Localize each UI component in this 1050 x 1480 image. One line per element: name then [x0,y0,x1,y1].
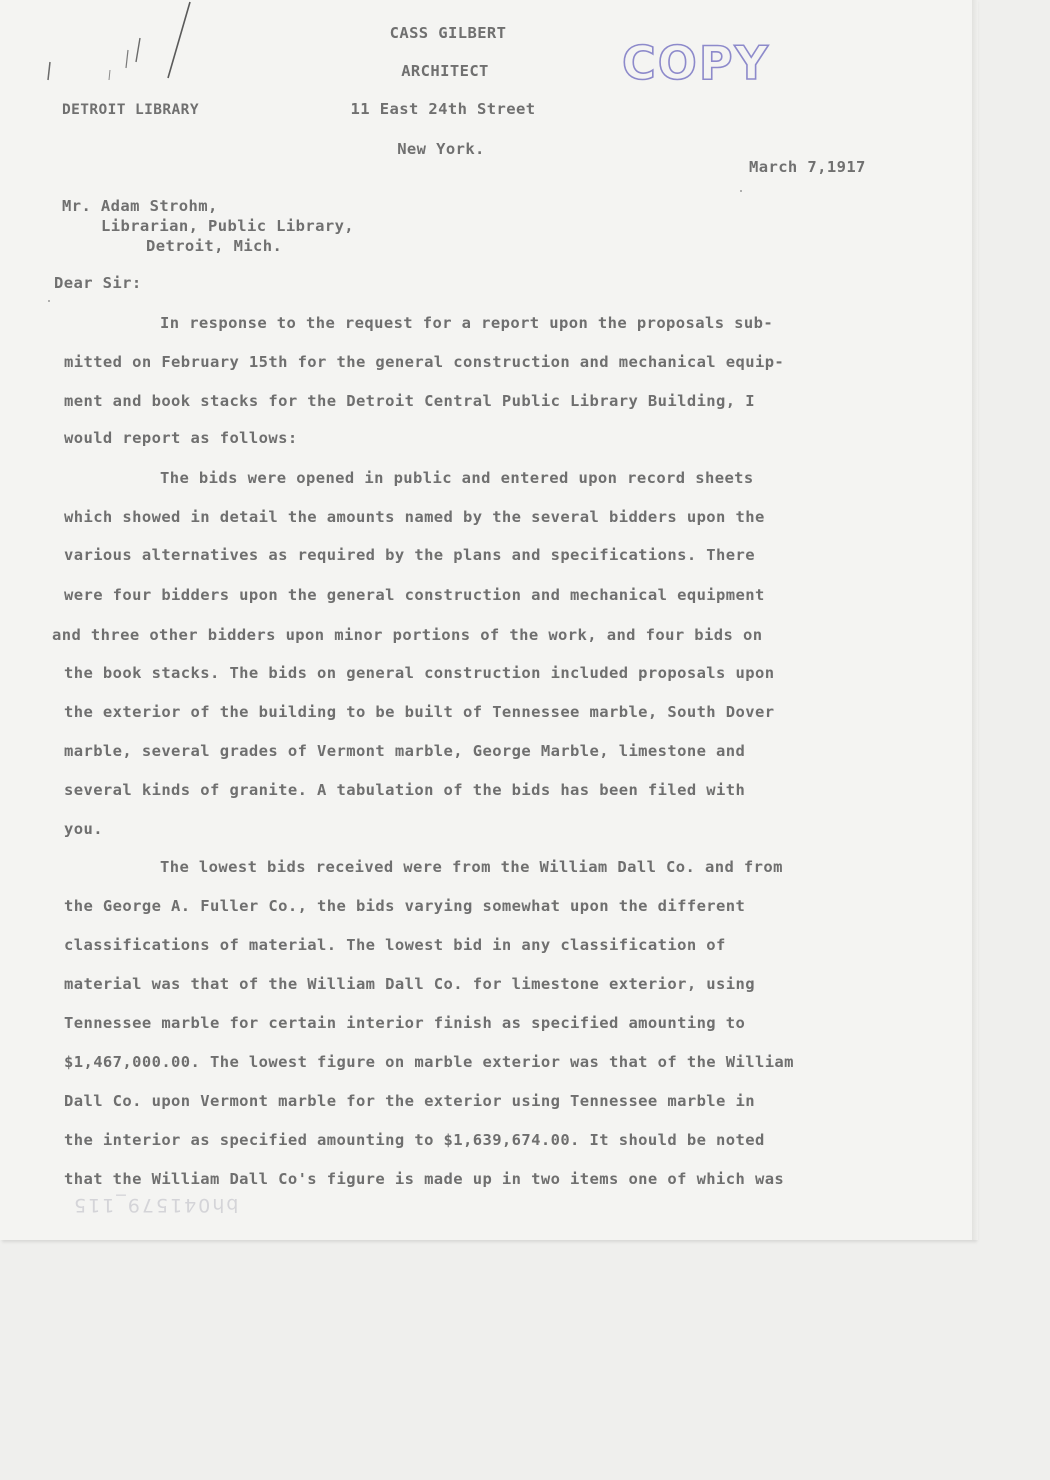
body-line: and three other bidders upon minor portions of the work, and four bids on [52,626,763,644]
body-line: the exterior of the building to be built of Tennessee marble, South Dover [64,703,775,721]
letterhead-city: New York. [397,140,485,158]
file-label: DETROIT LIBRARY [62,102,199,118]
salutation: Dear Sir: [54,274,142,292]
copy-stamp: COPY [622,36,770,90]
addressee-name: Mr. Adam Strohm, [62,197,218,215]
letterhead-street: 11 East 24th Street [350,100,536,118]
body-line: which showed in detail the amounts named by the several bidders upon the [64,508,765,526]
pencil-marks [40,0,200,100]
body-line: classifications of material. The lowest bid in any classification of [64,936,726,954]
body-line: the George A. Fuller Co., the bids varying somewhat upon the different [64,897,746,915]
body-line: The bids were opened in public and entered upon record sheets [160,469,754,487]
body-line: that the William Dall Co's figure is made up in two items one of which was [64,1170,785,1188]
body-line: Tennessee marble for certain interior finish as specified amounting to [64,1014,746,1032]
body-line: would report as follows: [64,429,298,447]
body-line: several kinds of granite. A tabulation of the bids has been filed with [64,781,746,799]
body-line: various alternatives as required by the plans and specifications. There [64,546,755,564]
body-line: the book stacks. The bids on general construction included proposals upon [64,664,775,682]
letter-date: March 7,1917 [749,158,866,176]
body-line: mitted on February 15th for the general construction and mechanical equip- [64,353,785,371]
body-line: you. [64,820,103,838]
body-line: ment and book stacks for the Detroit Central Public Library Building, I [64,392,755,410]
addressee-title: Librarian, Public Library, [101,217,355,235]
body-line: Dall Co. upon Vermont marble for the exterior using Tennessee marble in [64,1092,755,1110]
body-line: material was that of the William Dall Co. for limestone exterior, using [64,975,755,993]
letterhead-name: CASS GILBERT [389,24,507,42]
body-line: In response to the request for a report upon the proposals sub- [160,314,774,332]
paper-speck [740,190,742,192]
letterhead-title: ARCHITECT [401,62,489,80]
addressee-city: Detroit, Mich. [146,237,283,255]
body-line: The lowest bids received were from the William Dall Co. and from [160,858,783,876]
body-line: the interior as specified amounting to $1,639,674.00. It should be noted [64,1131,765,1149]
body-line: were four bidders upon the general construction and mechanical equipment [64,586,765,604]
paper-speck [48,300,50,302]
body-line: $1,467,000.00. The lowest figure on marble exterior was that of the William [64,1053,794,1071]
archive-number: bh041579_115 [72,1194,239,1216]
body-line: marble, several grades of Vermont marble, George Marble, limestone and [64,742,746,760]
page-edge [972,0,978,1240]
